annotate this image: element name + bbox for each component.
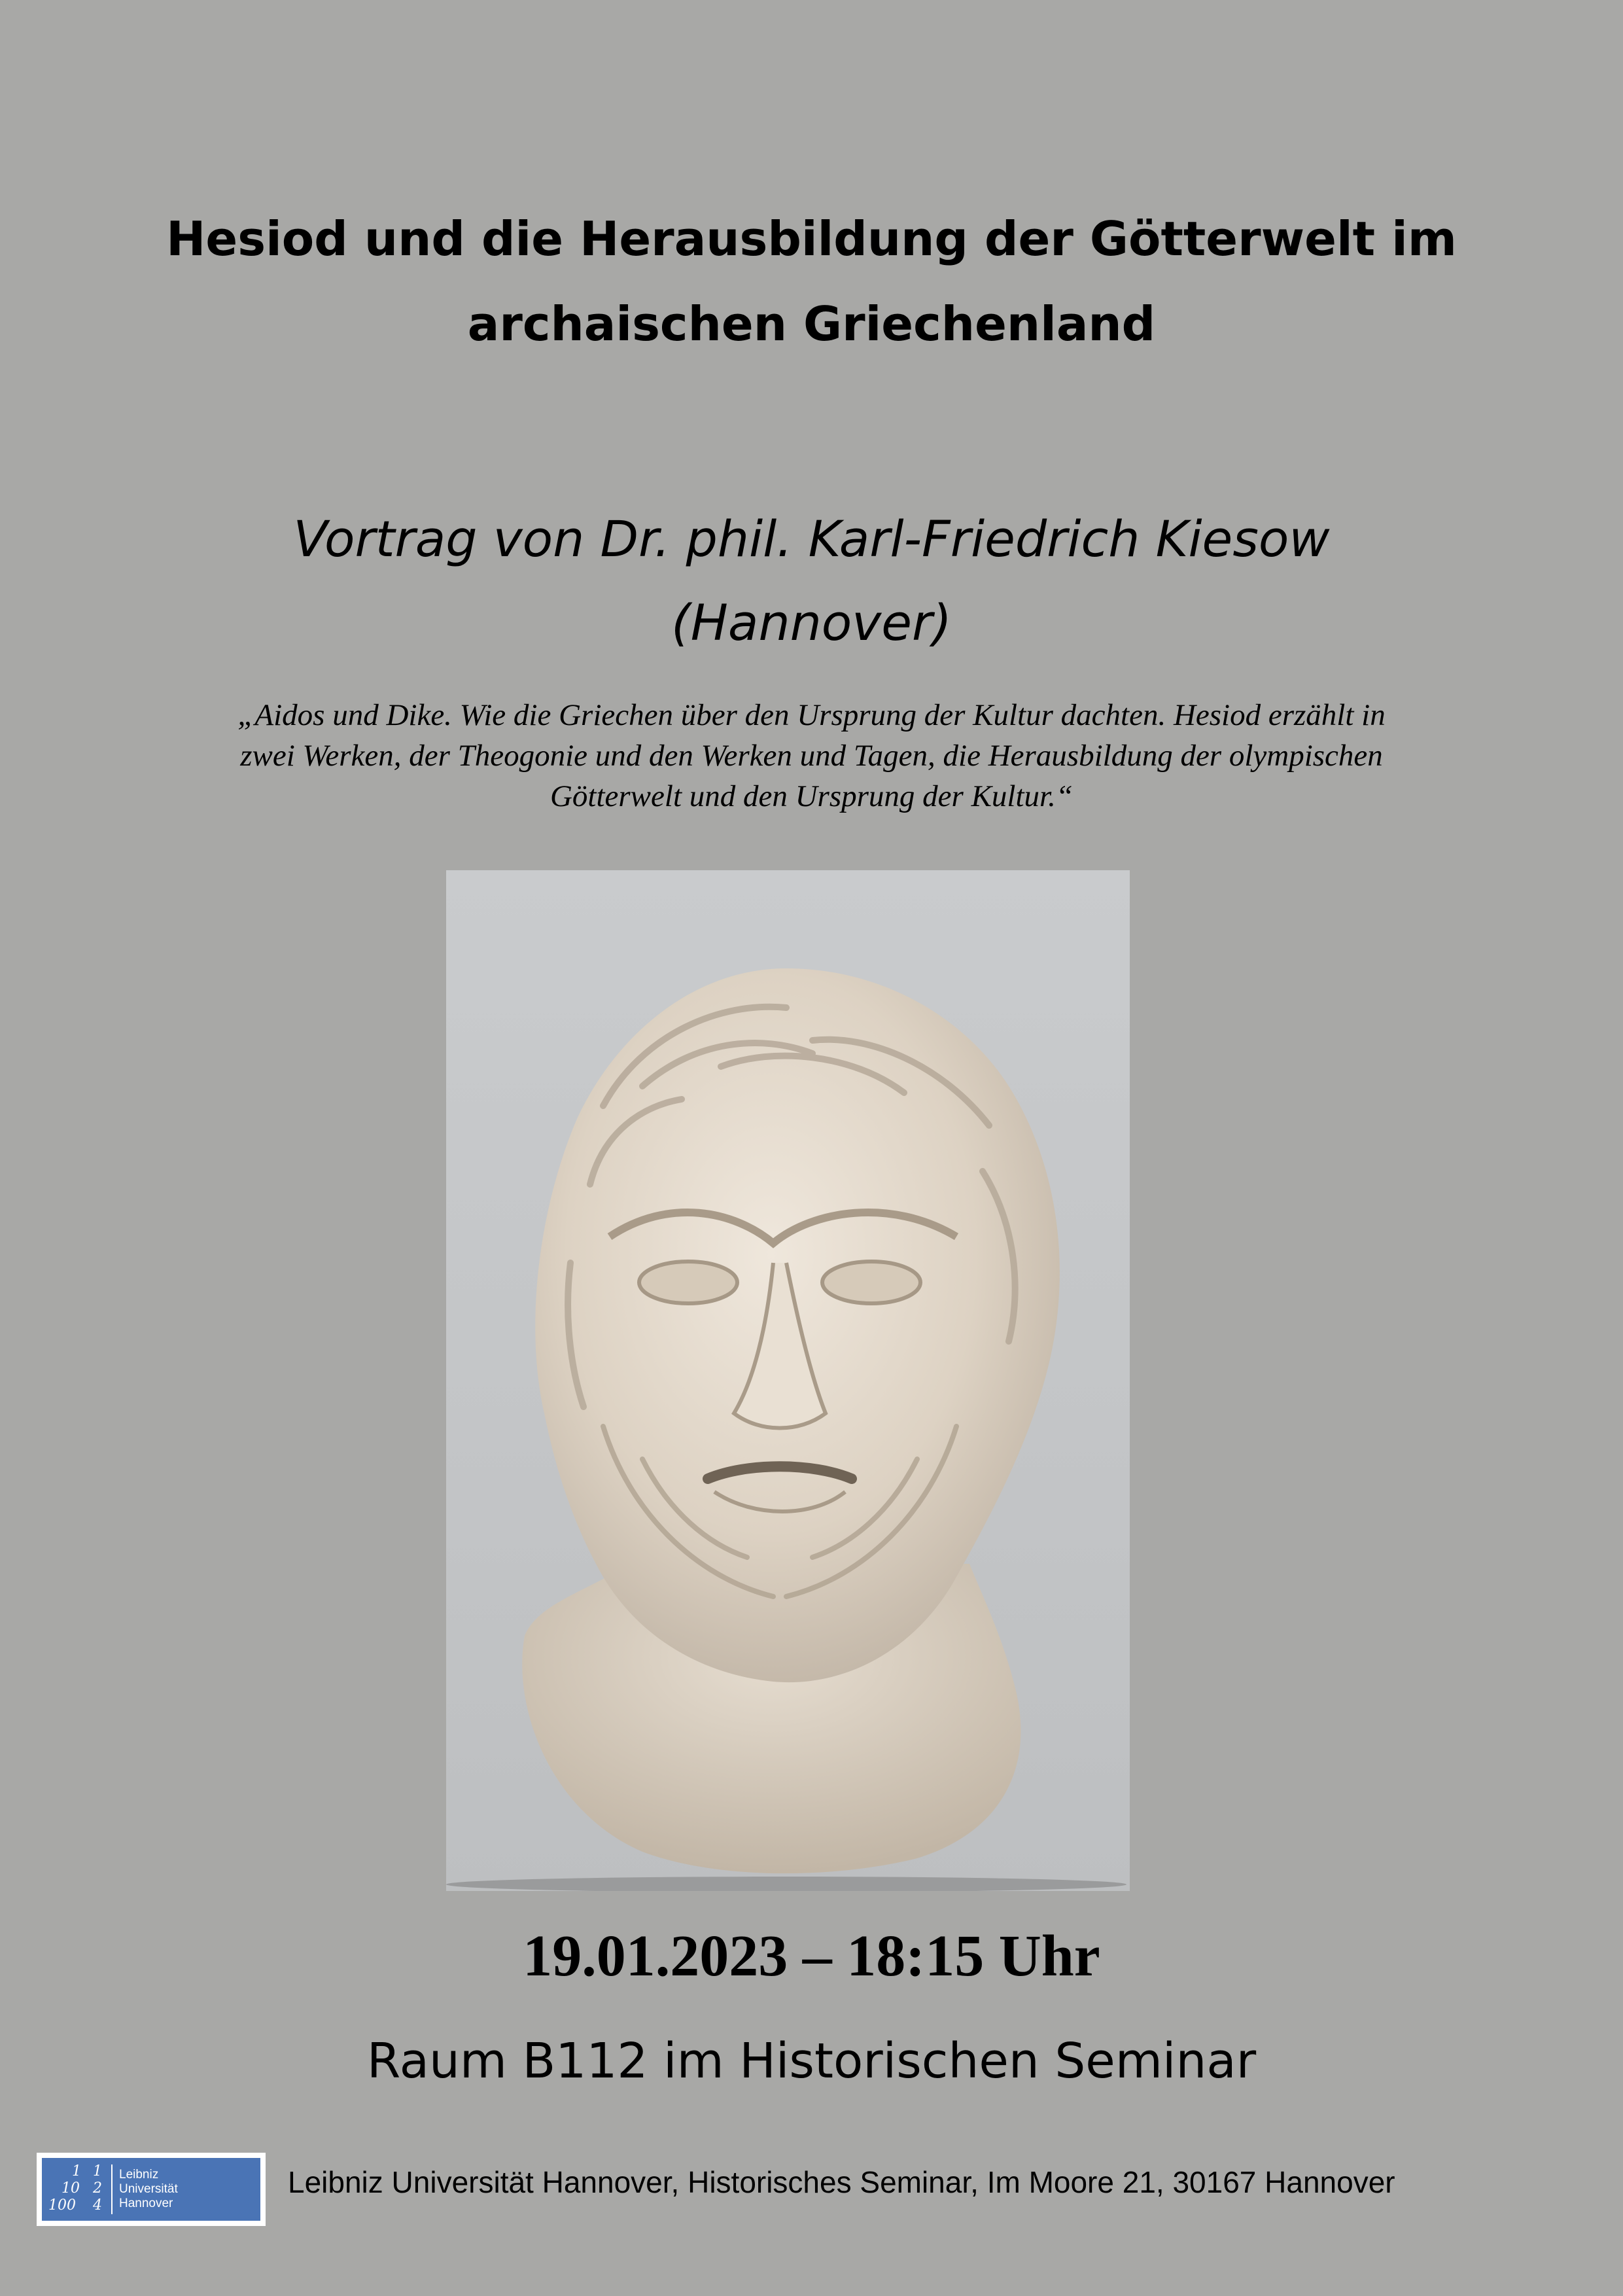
- logo-text: [119, 2168, 178, 2211]
- quote-line-1: „Aidos und Dike. Wie die Griechen über den Ursprung der Kultur dachten. Hesiod erzählt in: [237, 698, 1386, 732]
- logo-panel: [42, 2158, 260, 2221]
- event-room: Raum B112 im Historischen Seminar: [366, 2033, 1257, 2089]
- logo-mark-r2c1: 10: [61, 2180, 80, 2197]
- speaker-line-1: Vortrag von Dr. phil. Karl-Friedrich Kiesow: [293, 510, 1330, 568]
- speaker-heading: [131, 497, 1492, 665]
- abstract-quote: [190, 695, 1433, 817]
- footer-address: Leibniz Universität Hannover, Historisches Seminar, Im Moore 21, 30167 Hannover: [288, 2165, 1395, 2199]
- title-line-2: archaischen Griechenland: [467, 296, 1156, 351]
- logo-divider: [111, 2164, 113, 2214]
- poster-title: [131, 196, 1492, 366]
- hesiod-bust-photo: [446, 870, 1130, 1891]
- quote-line-2: zwei Werken, der Theogonie und den Werken und Tagen, die Herausbildung der olympischen: [240, 739, 1383, 773]
- quote-line-3: Götterwelt und den Ursprung der Kultur.“: [550, 779, 1073, 813]
- logo-mark-r1c2: 1: [93, 2163, 102, 2180]
- logo-mark-r3c1: 100: [48, 2197, 76, 2214]
- logo-mark-r2c2: 2: [93, 2180, 102, 2197]
- title-line-1: Hesiod und die Herausbildung der Götterwelt im: [166, 211, 1457, 266]
- logo-text-line-3: Hannover: [119, 2197, 173, 2210]
- logo-mark-r3c2: 4: [93, 2197, 102, 2214]
- logo-mark-r1c1: 1: [72, 2163, 81, 2180]
- event-date-time: 19.01.2023 – 18:15 Uhr: [523, 1924, 1100, 1988]
- logo-binary-mark: [46, 2163, 109, 2216]
- leibniz-university-logo: [37, 2153, 266, 2226]
- speaker-line-2: (Hannover): [671, 593, 952, 652]
- logo-text-line-2: Universität: [119, 2182, 178, 2196]
- logo-text-line-1: Leibniz: [119, 2168, 159, 2181]
- bust-illustration: [446, 870, 1130, 1891]
